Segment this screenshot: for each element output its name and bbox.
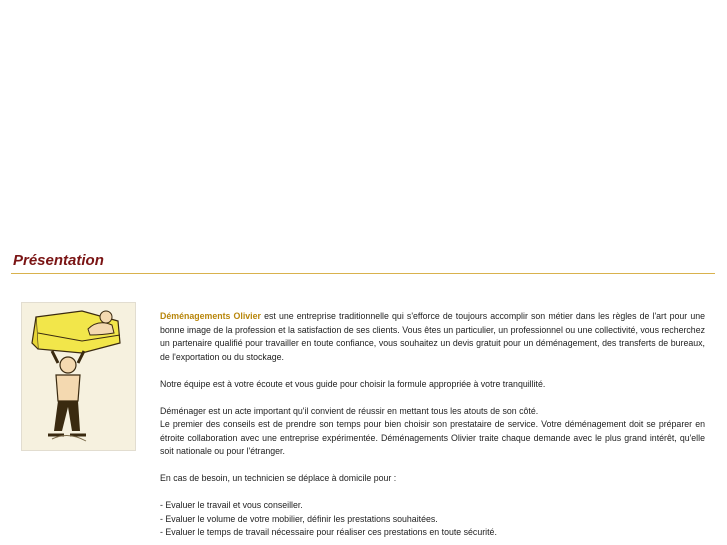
- title-divider: [11, 273, 715, 274]
- intro-text: est une entreprise traditionnelle qui s'efforce de toujours accomplir son métier dans les règles de l'art pour une bonne image de la profession et la satisfaction de ses clients. Vous êtes un particulier, un professionnel ou une collectivité, vous recherchez un partenaire qualifié pour travailler en toute confiance, vous souhaitez un devis gratuit pour un déménagement, des transferts de bureaux, de l'exportation ou du stockage.: [160, 311, 705, 362]
- list-item: - Evaluer le travail et vous conseiller.: [160, 500, 303, 510]
- technician-paragraph: En cas de besoin, un technicien se déplace à domicile pour :: [160, 473, 397, 483]
- advice-paragraph: Le premier des conseils est de prendre son temps pour bien choisir son prestataire de service. Votre déménagement doit se préparer en étroite collaboration avec une entreprise expérimentée. Déménagements Olivier traite chaque demande avec le plus grand intérêt, qu'elle soit nationale ou pour l'étranger.: [160, 419, 705, 456]
- intro-paragraph: [160, 310, 705, 364]
- mover-illustration: [21, 302, 136, 451]
- mover-illustration-svg: [22, 303, 135, 450]
- company-name: Déménagements Olivier: [160, 311, 261, 321]
- team-paragraph: Notre équipe est à votre écoute et vous guide pour choisir la formule appropriée à votre tranquillité.: [160, 378, 546, 389]
- list-item: - Evaluer le temps de travail nécessaire pour réaliser ces prestations en toute sécurité.: [160, 527, 497, 537]
- section-title: Présentation: [13, 252, 104, 269]
- service-list: [160, 499, 705, 540]
- list-item: - Evaluer le volume de votre mobilier, définir les prestations souhaitées.: [160, 513, 438, 524]
- presentation-text: [160, 310, 705, 540]
- moving-act-paragraph: Déménager est un acte important qu'il convient de réussir en mettant tous les atouts de son côté.: [160, 405, 539, 416]
